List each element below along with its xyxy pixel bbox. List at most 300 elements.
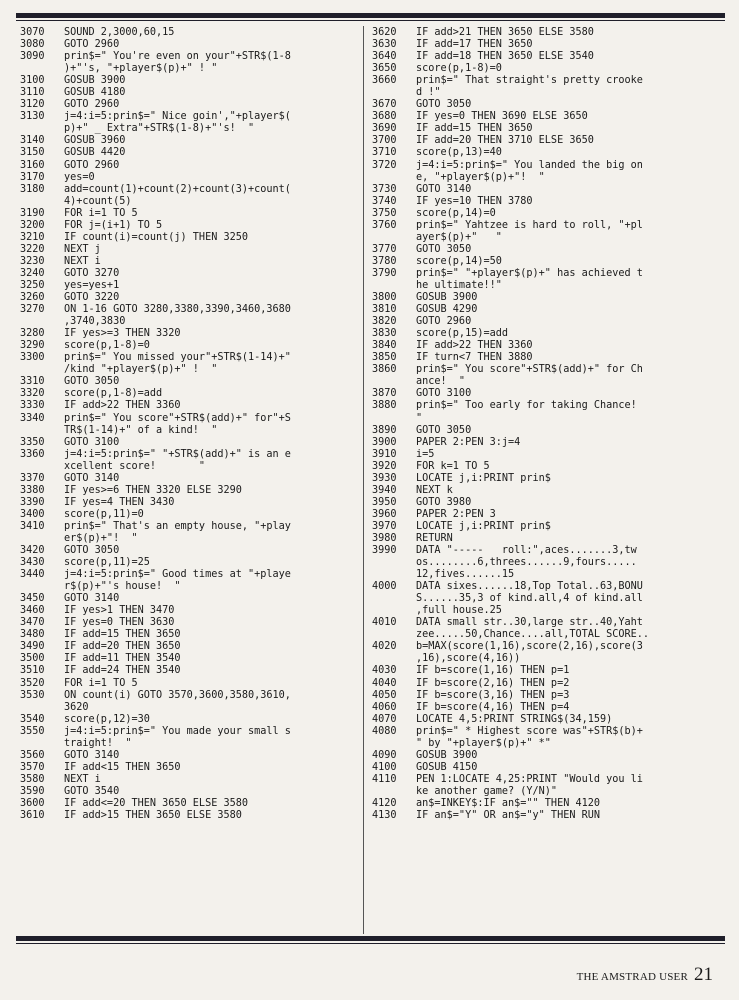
code-line — [20, 208, 360, 220]
code-line — [20, 63, 360, 75]
line-number: 3280 — [20, 328, 45, 340]
code-line — [372, 75, 722, 87]
code-line — [372, 147, 722, 159]
line-number: 3170 — [20, 171, 45, 183]
code-line — [372, 352, 722, 364]
code-text: IF add=20 THEN 3650 — [64, 641, 181, 653]
line-number — [372, 413, 416, 425]
code-line — [20, 533, 360, 545]
line-number: 3930 — [372, 472, 397, 484]
line-number: 3740 — [372, 195, 397, 207]
code-text: FOR j=(i+1) TO 5 — [64, 219, 163, 231]
code-line — [372, 292, 722, 304]
code-line — [20, 135, 360, 147]
line-number: 4050 — [372, 689, 397, 701]
line-number — [20, 196, 64, 208]
code-text: p)+" _ Extra"+STR$(1-8)+"'s! " — [64, 123, 255, 135]
code-line — [20, 653, 360, 665]
code-line — [20, 147, 360, 159]
code-line — [372, 521, 722, 533]
line-number — [20, 461, 64, 473]
code-text: score(p,1-8)=0 — [416, 63, 502, 75]
line-number — [20, 425, 64, 437]
code-text: d !" — [416, 87, 441, 99]
line-number: 4090 — [372, 749, 397, 761]
code-line — [20, 641, 360, 653]
code-text: ,3740,3830 — [64, 316, 126, 328]
code-text: GOTO 3270 — [64, 267, 120, 279]
column-divider — [363, 26, 364, 934]
line-number: 3380 — [20, 484, 45, 496]
line-number: 3940 — [372, 484, 397, 496]
code-text: PAPER 2:PEN 3 — [416, 508, 496, 520]
code-line — [20, 292, 360, 304]
code-line — [20, 545, 360, 557]
line-number: 3900 — [372, 436, 397, 448]
code-text: NEXT k — [416, 484, 453, 496]
line-number: 3220 — [20, 243, 45, 255]
line-number — [372, 232, 416, 244]
code-line — [20, 172, 360, 184]
line-number — [372, 653, 416, 665]
line-number: 3840 — [372, 340, 397, 352]
code-text: IF add=15 THEN 3650 — [416, 123, 533, 135]
line-number: 4030 — [372, 665, 397, 677]
line-number: 3150 — [20, 147, 45, 159]
code-text: prin$=" Too early for taking Chance! — [416, 400, 637, 412]
line-number: 3140 — [20, 135, 45, 147]
line-number — [20, 364, 64, 376]
line-number — [372, 738, 416, 750]
code-line — [20, 786, 360, 798]
code-text: prin$=" You score"+STR$(add)+" for Ch — [416, 364, 643, 376]
code-line — [372, 172, 722, 184]
line-number: 3290 — [20, 340, 45, 352]
code-line — [20, 581, 360, 593]
code-text: S......35,3 of kind.all,4 of kind.all — [416, 593, 643, 605]
code-line — [372, 208, 722, 220]
code-text: NEXT i — [64, 773, 101, 785]
line-number: 3890 — [372, 424, 397, 436]
code-text: IF add=17 THEN 3650 — [416, 39, 533, 51]
code-line — [372, 27, 722, 39]
code-line — [20, 665, 360, 677]
code-text: FOR i=1 TO 5 — [64, 677, 138, 689]
line-number — [372, 629, 416, 641]
code-line — [20, 340, 360, 352]
code-text: DATA sixes......18,Top Total..63,BONU — [416, 581, 643, 593]
code-line — [20, 437, 360, 449]
line-number: 3200 — [20, 219, 45, 231]
code-text: GOTO 3050 — [416, 424, 472, 436]
code-text: yes=0 — [64, 171, 95, 183]
code-text: GOTO 3980 — [416, 496, 472, 508]
code-line — [372, 738, 722, 750]
code-text: " — [416, 412, 423, 424]
code-text: PAPER 2:PEN 3:j=4 — [416, 436, 521, 448]
code-text: add=count(1)+count(2)+count(3)+count( — [64, 183, 291, 195]
bottom-rule — [16, 936, 725, 941]
line-number: 3640 — [372, 51, 397, 63]
code-text: GOTO 3140 — [64, 749, 120, 761]
code-text: IF add=18 THEN 3650 ELSE 3540 — [416, 51, 594, 63]
line-number: 3260 — [20, 292, 45, 304]
line-number: 3210 — [20, 231, 45, 243]
code-line — [20, 316, 360, 328]
code-line — [372, 593, 722, 605]
line-number — [372, 172, 416, 184]
page-number: 21 — [694, 964, 713, 985]
code-text: score(p,13)=40 — [416, 147, 502, 159]
code-text: prin$=" Yahtzee is hard to roll, "+pl — [416, 219, 643, 231]
line-number — [372, 376, 416, 388]
code-line — [372, 437, 722, 449]
code-text: IF b=score(4,16) THEN p=4 — [416, 701, 570, 713]
line-number: 3490 — [20, 641, 45, 653]
code-text: SOUND 2,3000,60,15 — [64, 27, 175, 38]
line-number: 3120 — [20, 99, 45, 111]
code-line — [372, 750, 722, 762]
line-number: 3810 — [372, 304, 397, 316]
code-text: " by "+player$(p)+" *" — [416, 737, 551, 749]
line-number: 3720 — [372, 159, 397, 171]
code-text: IF add>21 THEN 3650 ELSE 3580 — [416, 27, 594, 38]
code-line — [20, 87, 360, 99]
code-text: prin$=" That's an empty house, "+play — [64, 520, 291, 532]
line-number: 3880 — [372, 400, 397, 412]
line-number: 4080 — [372, 725, 397, 737]
code-text: GOTO 2960 — [64, 159, 120, 171]
code-text: LOCATE 4,5:PRINT STRING$(34,159) — [416, 713, 613, 725]
code-text: IF add=11 THEN 3540 — [64, 653, 181, 665]
line-number: 3160 — [20, 159, 45, 171]
code-text: score(p,14)=50 — [416, 255, 502, 267]
code-text: prin$=" * Highest score was"+STR$(b)+ — [416, 725, 643, 737]
line-number: 3960 — [372, 508, 397, 520]
line-number: 4120 — [372, 798, 397, 809]
code-text: er$(p)+"! " — [64, 532, 138, 544]
code-text: )+"'s, "+player$(p)+" ! " — [64, 63, 218, 75]
code-line — [20, 256, 360, 268]
code-line — [372, 220, 722, 232]
line-number: 3520 — [20, 677, 45, 689]
code-text: IF an$="Y" OR an$="y" THEN RUN — [416, 810, 601, 822]
line-number: 3770 — [372, 243, 397, 255]
line-number: 3340 — [20, 412, 45, 424]
code-text: IF yes=0 THEN 3630 — [64, 617, 175, 629]
code-line — [20, 485, 360, 497]
code-text: ,full house.25 — [416, 605, 502, 617]
line-number — [372, 87, 416, 99]
code-text: score(p,11)=0 — [64, 508, 144, 520]
code-line — [20, 509, 360, 521]
code-line — [20, 244, 360, 256]
line-number: 3470 — [20, 617, 45, 629]
code-line — [20, 629, 360, 641]
line-number: 4060 — [372, 701, 397, 713]
code-line — [20, 304, 360, 316]
code-line — [20, 473, 360, 485]
line-number: 4130 — [372, 810, 397, 822]
code-text: FOR k=1 TO 5 — [416, 460, 490, 472]
code-line — [372, 581, 722, 593]
code-line — [372, 256, 722, 268]
line-number: 3790 — [372, 267, 397, 279]
code-line — [20, 738, 360, 750]
line-number: 3650 — [372, 63, 397, 75]
line-number: 3760 — [372, 219, 397, 231]
code-text: score(p,12)=30 — [64, 713, 150, 725]
code-text: GOTO 2960 — [64, 39, 120, 51]
code-text: IF yes=10 THEN 3780 — [416, 195, 533, 207]
code-line — [372, 774, 722, 786]
line-number: 3320 — [20, 388, 45, 400]
code-text: score(p,14)=0 — [416, 207, 496, 219]
code-text: GOTO 2960 — [416, 316, 472, 328]
line-number: 3310 — [20, 376, 45, 388]
code-text: LOCATE j,i:PRINT prin$ — [416, 520, 551, 532]
code-line — [20, 449, 360, 461]
code-text: ayer$(p)+" " — [416, 231, 502, 243]
code-line — [20, 521, 360, 533]
code-text: GOTO 3050 — [416, 243, 472, 255]
code-text: score(p,15)=add — [416, 328, 509, 340]
line-number: 3620 — [372, 27, 397, 38]
code-text: NEXT i — [64, 255, 101, 267]
code-line — [20, 690, 360, 702]
line-number: 3400 — [20, 508, 45, 520]
code-line — [20, 111, 360, 123]
line-number: 3550 — [20, 725, 45, 737]
line-number: 3500 — [20, 653, 45, 665]
line-number: 3780 — [372, 255, 397, 267]
line-number — [20, 738, 64, 750]
code-line — [20, 714, 360, 726]
code-line — [20, 27, 360, 39]
code-line — [20, 39, 360, 51]
code-line — [372, 376, 722, 388]
code-line — [20, 557, 360, 569]
line-number: 3850 — [372, 352, 397, 364]
code-line — [20, 400, 360, 412]
code-text: GOTO 3140 — [64, 593, 120, 605]
code-text: j=4:i=5:prin$=" "+STR$(add)+" is an e — [64, 448, 291, 460]
line-number: 3670 — [372, 99, 397, 111]
code-text: IF yes=0 THEN 3690 ELSE 3650 — [416, 111, 588, 123]
code-text: IF add>22 THEN 3360 — [64, 400, 181, 412]
code-text: ON 1-16 GOTO 3280,3380,3390,3460,3680 — [64, 304, 291, 316]
line-number: 3110 — [20, 87, 45, 99]
code-line — [372, 400, 722, 412]
code-text: he ultimate!!" — [416, 279, 502, 291]
line-number — [20, 123, 64, 135]
code-text: IF add=24 THEN 3540 — [64, 665, 181, 677]
line-number: 3330 — [20, 400, 45, 412]
code-text: GOSUB 3900 — [416, 292, 478, 304]
line-number: 3420 — [20, 545, 45, 557]
code-line — [372, 160, 722, 172]
code-text: IF add>22 THEN 3360 — [416, 340, 533, 352]
code-text: IF b=score(3,16) THEN p=3 — [416, 689, 570, 701]
line-number — [372, 280, 416, 292]
code-line — [372, 232, 722, 244]
code-line — [20, 196, 360, 208]
code-line — [372, 629, 722, 641]
code-line — [372, 111, 722, 123]
code-line — [20, 810, 360, 822]
code-line — [20, 425, 360, 437]
code-text: prin$=" That straight's pretty crooke — [416, 75, 643, 87]
line-number: 3080 — [20, 39, 45, 51]
code-line — [372, 641, 722, 653]
line-number: 3950 — [372, 496, 397, 508]
code-line — [20, 762, 360, 774]
line-number: 3440 — [20, 569, 45, 581]
code-text: PEN 1:LOCATE 4,25:PRINT "Would you li — [416, 773, 643, 785]
code-text: r$(p)+"'s house! " — [64, 581, 181, 593]
top-rule — [16, 13, 725, 18]
code-line — [20, 593, 360, 605]
code-line — [20, 220, 360, 232]
line-number: 3800 — [372, 292, 397, 304]
code-line — [372, 123, 722, 135]
code-line — [372, 798, 722, 810]
code-line — [20, 497, 360, 509]
code-line — [372, 413, 722, 425]
line-number: 3910 — [372, 448, 397, 460]
code-line — [372, 665, 722, 677]
code-line — [372, 304, 722, 316]
line-number: 3370 — [20, 472, 45, 484]
line-number: 3300 — [20, 352, 45, 364]
line-number: 3700 — [372, 135, 397, 147]
line-number: 3660 — [372, 75, 397, 87]
line-number: 3680 — [372, 111, 397, 123]
code-line — [20, 51, 360, 63]
code-text: GOTO 2960 — [64, 99, 120, 111]
line-number: 3750 — [372, 207, 397, 219]
line-number: 3980 — [372, 532, 397, 544]
code-text: DATA "----- roll:",aces.......3,tw — [416, 545, 637, 557]
code-text: GOSUB 4180 — [64, 87, 126, 99]
code-line — [20, 726, 360, 738]
code-text: GOSUB 3900 — [416, 749, 478, 761]
line-number: 3240 — [20, 267, 45, 279]
code-text: IF add=15 THEN 3650 — [64, 629, 181, 641]
line-number: 3630 — [372, 39, 397, 51]
code-line — [372, 244, 722, 256]
code-text: IF add>15 THEN 3650 ELSE 3580 — [64, 810, 242, 822]
code-line — [20, 328, 360, 340]
code-line — [372, 364, 722, 376]
line-number — [372, 786, 416, 798]
code-text: IF b=score(2,16) THEN p=2 — [416, 677, 570, 689]
code-text: yes=yes+1 — [64, 279, 120, 291]
line-number — [20, 316, 64, 328]
code-text: GOTO 3140 — [416, 183, 472, 195]
code-line — [20, 184, 360, 196]
code-text: xcellent score! " — [64, 460, 206, 472]
code-line — [372, 762, 722, 774]
code-text: GOTO 3050 — [64, 545, 120, 557]
code-text: ON count(i) GOTO 3570,3600,3580,3610, — [64, 689, 291, 701]
line-number: 3820 — [372, 316, 397, 328]
code-line — [20, 569, 360, 581]
listing-right-column — [372, 27, 722, 822]
code-line — [372, 509, 722, 521]
code-line — [372, 653, 722, 665]
line-number: 3830 — [372, 328, 397, 340]
code-text: ,16),score(4,16)) — [416, 653, 521, 665]
code-line — [372, 340, 722, 352]
line-number: 3600 — [20, 798, 45, 809]
code-text: IF b=score(1,16) THEN p=1 — [416, 665, 570, 677]
code-text: RETURN — [416, 532, 453, 544]
line-number: 3130 — [20, 111, 45, 123]
code-line — [20, 232, 360, 244]
code-text: os........6,threes......9,fours..... — [416, 557, 637, 569]
code-text: j=4:i=5:prin$=" Nice goin',"+player$( — [64, 111, 291, 123]
code-text: 3620 — [64, 701, 89, 713]
code-text: prin$=" You score"+STR$(add)+" for"+S — [64, 412, 291, 424]
code-line — [372, 51, 722, 63]
line-number: 4010 — [372, 617, 397, 629]
line-number: 3100 — [20, 75, 45, 87]
code-line — [20, 678, 360, 690]
code-line — [20, 605, 360, 617]
line-number — [20, 533, 64, 545]
code-text: /kind "+player$(p)+" ! " — [64, 364, 218, 376]
code-line — [372, 39, 722, 51]
line-number — [20, 702, 64, 714]
code-line — [20, 461, 360, 473]
code-line — [372, 678, 722, 690]
code-text: j=4:i=5:prin$=" You made your small s — [64, 725, 291, 737]
code-text: IF add<15 THEN 3650 — [64, 761, 181, 773]
code-line — [20, 774, 360, 786]
code-text: GOTO 3100 — [64, 436, 120, 448]
line-number: 3390 — [20, 496, 45, 508]
code-text: GOSUB 3900 — [64, 75, 126, 87]
code-line — [20, 798, 360, 810]
code-text: 4)+count(5) — [64, 195, 132, 207]
code-line — [372, 702, 722, 714]
code-line — [372, 328, 722, 340]
code-line — [372, 726, 722, 738]
code-line — [372, 569, 722, 581]
code-line — [20, 617, 360, 629]
code-text: prin$=" "+player$(p)+" has achieved t — [416, 267, 643, 279]
line-number: 3870 — [372, 388, 397, 400]
code-line — [20, 750, 360, 762]
line-number: 4000 — [372, 581, 397, 593]
code-text: j=4:i=5:prin$=" You landed the big on — [416, 159, 643, 171]
code-text: FOR i=1 TO 5 — [64, 207, 138, 219]
line-number: 3590 — [20, 785, 45, 797]
code-line — [372, 63, 722, 75]
code-line — [20, 280, 360, 292]
line-number: 3730 — [372, 183, 397, 195]
code-text: DATA small str..30,large str..40,Yaht — [416, 617, 643, 629]
line-number: 3610 — [20, 810, 45, 822]
code-line — [372, 184, 722, 196]
code-line — [20, 160, 360, 172]
line-number — [372, 569, 416, 581]
code-line — [372, 268, 722, 280]
code-text: NEXT j — [64, 243, 101, 255]
code-line — [20, 702, 360, 714]
code-text: traight! " — [64, 737, 132, 749]
